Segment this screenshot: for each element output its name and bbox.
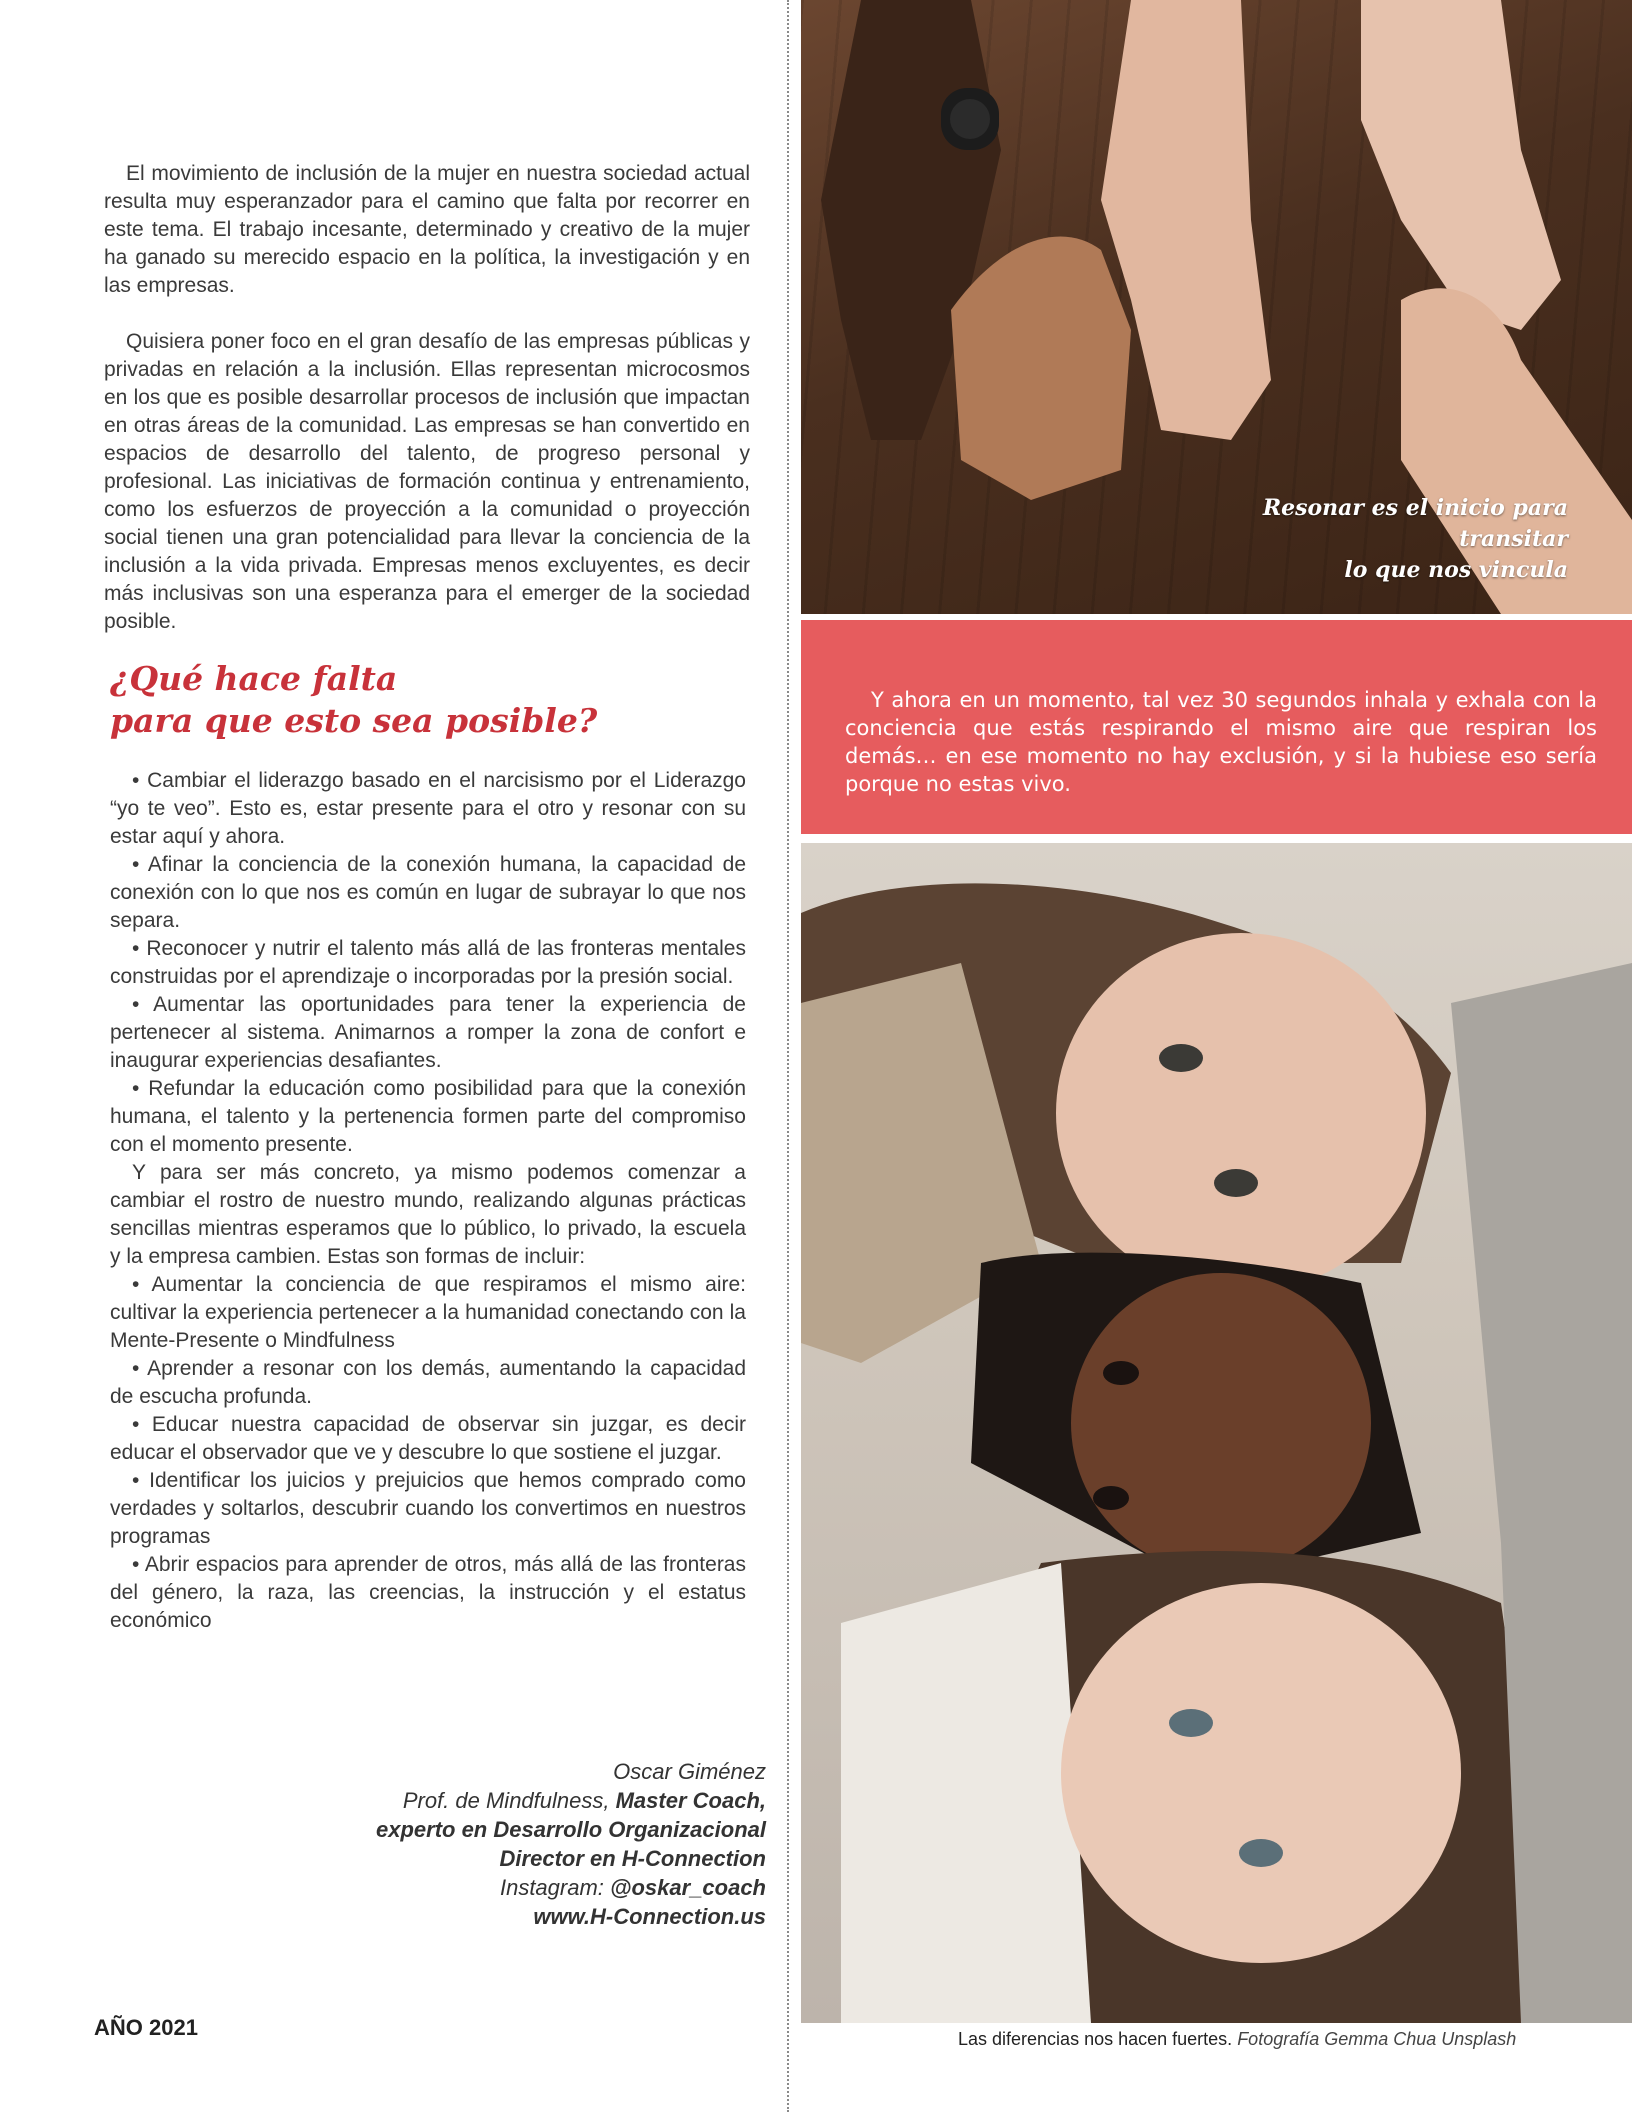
hands-photo bbox=[801, 0, 1632, 614]
section-heading-line-2: para que esto sea posible? bbox=[110, 701, 598, 740]
author-role bbox=[206, 1786, 766, 1815]
intro-paragraph-1: El movimiento de inclusión de la mujer en nuestra sociedad actual resulta muy esperanzador para el camino que falta por recorrer en este tema. El trabajo incesante, determinado y creativo de la mujer ha ganado su merecido espacio en la política, la investigación y en las empresas. bbox=[104, 162, 750, 297]
caption-text: Las diferencias nos hacen fuertes. bbox=[958, 2029, 1233, 2049]
section-heading bbox=[110, 658, 710, 742]
author-website: www.H-Connection.us bbox=[533, 1904, 766, 1929]
bullet-item: • Reconocer y nutrir el talento más allá de las fronteras mentales construidas por el aprendizaje o incorporadas por la presión social. bbox=[110, 937, 746, 988]
practice-item: • Identificar los juicios y prejuicios que hemos comprado como verdades y soltarlos, descubrir cuando los convertimos en nuestros programas bbox=[110, 1469, 746, 1548]
practice-item: • Aumentar la conciencia de que respiramos el mismo aire: cultivar la experiencia pertenecer a la humanidad conectando con la Mente-Presente o Mindfulness bbox=[110, 1273, 746, 1352]
author-role-bold: Master Coach, bbox=[615, 1788, 766, 1813]
breathing-callout bbox=[801, 620, 1632, 834]
bullet-item: • Afinar la conciencia de la conexión humana, la capacidad de conexión con lo que nos es común en lugar de subrayar lo que nos separa. bbox=[110, 853, 746, 932]
caption-line-2: lo que nos vincula bbox=[1344, 557, 1568, 583]
bullet-item: • Aumentar las oportunidades para tener la experiencia de pertenecer al sistema. Animarnos a romper la zona de confort e inaugurar experiencias desafiantes. bbox=[110, 993, 746, 1072]
section-heading-line-1: ¿Qué hace falta bbox=[110, 659, 398, 698]
intro-paragraph-2: Quisiera poner foco en el gran desafío de las empresas públicas y privadas en relación a la inclusión. Ellas representan microcosmos en los que es posible desarrollar procesos de inclusión que impactan en otras áreas de la comunidad. Las empresas se han convertido en espacios de desarrollo del talento, de progreso personal y profesional. Las iniciativas de formación continua y entrenamiento, como los esfuerzos de proyección a la comunidad o proyección social tienen una gran potencialidad para llevar la conciencia de la inclusión a la vida privada. Empresas menos excluyentes, es decir más inclusivas son una esperanza para el emerger de la sociedad posible. bbox=[104, 330, 750, 633]
callout-text: Y ahora en un momento, tal vez 30 segundos inhala y exhala con la conciencia que estás respirando el mismo aire que respiran los demás… en ese momento no hay exclusión, y si la hubiese eso sería porque no estas vivo. bbox=[845, 688, 1597, 796]
concrete-paragraph: Y para ser más concreto, ya mismo podemos comenzar a cambiar el rostro de nuestro mundo, realizando algunas prácticas sencillas mientras esperamos que lo público, lo privado, la escuela y la empresa cambien. Estas son formas de incluir: bbox=[110, 1161, 746, 1268]
women-photo bbox=[801, 843, 1632, 2023]
author-expertise: experto en Desarrollo Organizacional bbox=[375, 1817, 766, 1842]
practice-item: • Educar nuestra capacidad de observar sin juzgar, es decir educar el observador que ve y descubre lo que sostiene el juzgar. bbox=[110, 1413, 746, 1464]
practice-item: • Aprender a resonar con los demás, aumentando la capacidad de escucha profunda. bbox=[110, 1357, 746, 1408]
hands-photo-caption bbox=[1148, 493, 1568, 586]
caption-line-1: Resonar es el inicio para transitar bbox=[1262, 495, 1568, 552]
bullet-item: • Refundar la educación como posibilidad para que la conexión humana, el talento y la pertenencia formen parte del compromiso con el momento presente. bbox=[110, 1077, 746, 1156]
author-role-prefix: Prof. de Mindfulness, bbox=[402, 1788, 616, 1813]
bullets-section bbox=[110, 767, 746, 1635]
instagram-handle: @oskar_coach bbox=[610, 1875, 766, 1900]
author-signature bbox=[206, 1757, 766, 1931]
footer-year: AÑO 2021 bbox=[94, 2015, 198, 2040]
women-photo-caption bbox=[958, 2029, 1516, 2050]
women-illustration bbox=[801, 843, 1632, 2023]
bullet-item: • Cambiar el liderazgo basado en el narcisismo por el Liderazgo “yo te veo”. Esto es, estar presente para el otro y resonar con su estar aquí y ahora. bbox=[110, 769, 746, 848]
author-instagram bbox=[206, 1873, 766, 1902]
column-divider bbox=[787, 0, 789, 2112]
author-name: Oscar Giménez bbox=[613, 1759, 766, 1784]
author-position: Director en H-Connection bbox=[499, 1846, 766, 1871]
intro-section bbox=[104, 160, 750, 636]
instagram-label: Instagram: bbox=[499, 1875, 611, 1900]
practice-item: • Abrir espacios para aprender de otros, más allá de las fronteras del género, la raza, las creencias, la instrucción y el estatus económico bbox=[110, 1553, 746, 1632]
photo-credit: Fotografía Gemma Chua Unsplash bbox=[1237, 2029, 1517, 2049]
